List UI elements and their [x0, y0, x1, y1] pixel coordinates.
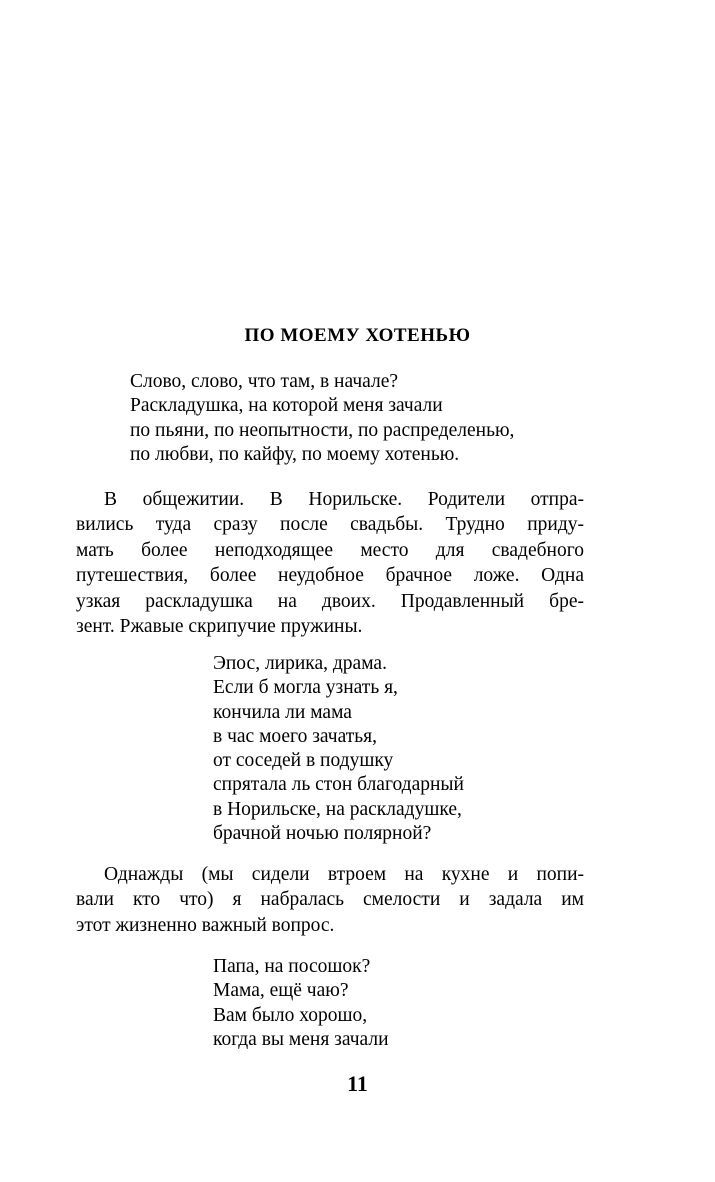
prose-paragraph-2	[76, 862, 584, 938]
poem-line: спрятала ль стон благодарный	[213, 774, 464, 796]
poem-line: Раскладушка, на которой меня зачали	[130, 395, 443, 417]
poem-line: кончила ли мама	[213, 701, 352, 723]
poem-line: по пьяни, по неопытности, по распределенью,	[130, 419, 515, 441]
prose-line: узкая раскладушка на двоих. Продавленный бре-	[76, 590, 584, 612]
poem-line: от соседей в подушку	[213, 750, 394, 772]
poem-line: Папа, на посошок?	[213, 956, 371, 977]
chapter-title: ПО МОЕМУ ХОТЕНЬЮ	[244, 325, 471, 346]
poem-line: когда вы меня зачали	[213, 1028, 389, 1050]
poem-line: в час моего зачатья,	[213, 725, 377, 747]
prose-line: вали кто что) я набралась смелости и задала им	[76, 889, 584, 911]
poem-line: Вам было хорошо,	[213, 1004, 368, 1026]
page-number: 11	[347, 1071, 368, 1096]
poem-stanza-3	[213, 955, 389, 1052]
poem-line: в Норильске, на раскладушке,	[213, 798, 462, 820]
poem-line: Эпос, лирика, драма.	[213, 653, 387, 674]
poem-line: Слово, слово, что там, в начале?	[130, 371, 399, 392]
prose-line: Однажды (мы сидели втроем на кухне и попи-	[104, 864, 584, 885]
prose-line: путешествия, более неудобное брачное ложе. Одна	[76, 565, 584, 587]
prose-paragraph-1	[76, 487, 584, 639]
poem-stanza-2	[213, 652, 464, 846]
prose-line: зент. Ржавые скрипучие пружины.	[76, 615, 363, 637]
prose-line: В общежитии. В Норильске. Родители отпра-	[104, 489, 584, 510]
poem-line: по любви, по кайфу, по моему хотенью.	[130, 443, 460, 465]
poem-stanza-1	[130, 370, 514, 467]
poem-line: Мама, ещё чаю?	[213, 980, 349, 1002]
prose-line: вились туда сразу после свадьбы. Трудно приду-	[76, 514, 584, 536]
poem-line: Если б могла узнать я,	[213, 677, 398, 699]
prose-line: этот жизненно важный вопрос.	[76, 914, 335, 936]
prose-line: мать более неподходящее место для свадебного	[76, 539, 584, 561]
poem-line: брачной ночью полярной?	[213, 823, 432, 845]
